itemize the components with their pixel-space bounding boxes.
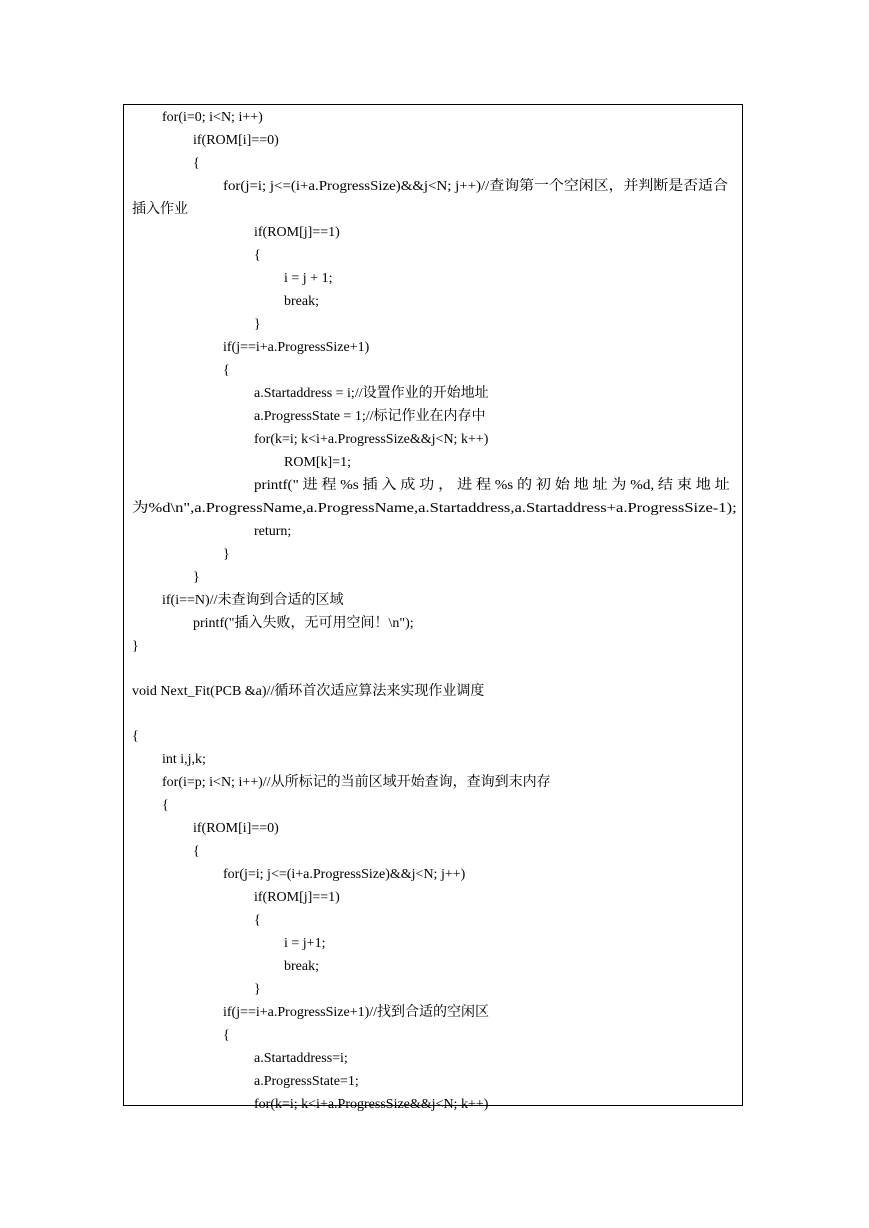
code-line: a.ProgressState = 1;//标记作业在内存中 — [254, 409, 486, 424]
code-line: if(ROM[i]==0) — [193, 133, 279, 148]
code-line: a.ProgressState=1; — [254, 1074, 359, 1089]
code-line: ROM[k]=1; — [284, 455, 352, 470]
code-line: { — [193, 844, 200, 859]
code-line: if(ROM[j]==1) — [254, 890, 340, 905]
code-line: for(j=i; j<=(i+a.ProgressSize)&&j<N; j++) — [223, 867, 466, 882]
code-line: } — [254, 982, 261, 997]
code-line: { — [162, 798, 169, 813]
code-line: for(i=0; i<N; i++) — [162, 110, 263, 125]
code-line: break; — [284, 959, 319, 974]
code-line: for(k=i; k<i+a.ProgressSize&&j<N; k++) — [254, 1097, 489, 1112]
code-line: if(i==N)//未查询到合适的区域 — [162, 593, 344, 608]
code-line: { — [254, 248, 261, 263]
code-line: { — [223, 363, 230, 378]
code-line: { — [254, 913, 261, 928]
code-line: 为%d\n",a.ProgressName,a.ProgressName,a.Startaddress,a.Startaddress+a.ProgressSize-1); — [132, 501, 737, 516]
code-line: for(i=p; i<N; i++)//从所标记的当前区域开始查询，查询到末内存 — [162, 775, 551, 790]
code-line: a.Startaddress=i; — [254, 1051, 348, 1066]
code-line: } — [132, 639, 139, 654]
code-line: } — [223, 547, 230, 562]
code-line: return; — [254, 524, 292, 539]
code-line: break; — [284, 294, 319, 309]
code-line: if(ROM[j]==1) — [254, 225, 340, 240]
code-line: i = j + 1; — [284, 271, 333, 286]
code-line: void Next_Fit(PCB &a)//循环首次适应算法来实现作业调度 — [132, 684, 485, 699]
code-line: for(k=i; k<i+a.ProgressSize&&j<N; k++) — [254, 432, 489, 447]
code-line: { — [223, 1028, 230, 1043]
code-line: if(ROM[i]==0) — [193, 821, 279, 836]
code-line: } — [193, 570, 200, 585]
code-line: printf("插入失败，无可用空间！\n"); — [193, 616, 414, 631]
code-line: int i,j,k; — [162, 752, 206, 767]
code-line: { — [193, 156, 200, 171]
code-line: { — [132, 729, 139, 744]
code-line: if(j==i+a.ProgressSize+1) — [223, 340, 370, 355]
code-line: for(j=i; j<=(i+a.ProgressSize)&&j<N; j++)//查询第一个空闲区，并判断是否适合 — [223, 179, 728, 194]
code-line: if(j==i+a.ProgressSize+1)//找到合适的空闲区 — [223, 1005, 490, 1020]
code-table-cell — [123, 104, 743, 1112]
code-line: a.Startaddress = i;//设置作业的开始地址 — [254, 386, 489, 401]
code-line: i = j+1; — [284, 936, 326, 951]
code-line: 插入作业 — [132, 202, 188, 217]
code-line: } — [254, 317, 261, 332]
code-line: printf(" 进 程 %s 插 入 成 功 ， 进 程 %s 的 初 始 地 址 为 %d, 结 束 地 址 — [254, 478, 730, 493]
